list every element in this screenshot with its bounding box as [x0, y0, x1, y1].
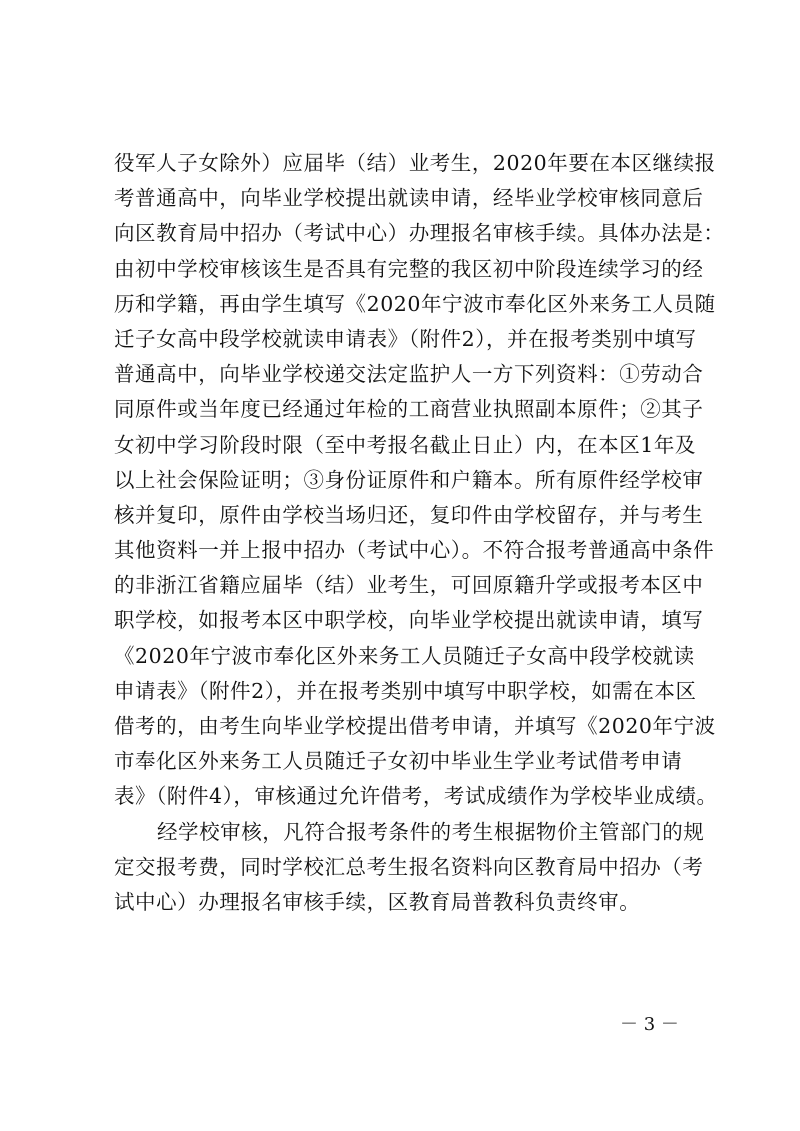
text-line: 职学校，如报考本区中职学校，向毕业学校提出就读申请，填写: [114, 608, 704, 633]
text-line: 核并复印，原件由学校当场归还，复印件由学校留存，并与考生: [114, 502, 704, 527]
text-line: 其他资料一并上报中招办（考试中心）。不符合报考普通高中条件: [114, 538, 715, 563]
text-line: 申请表》（附件2），并在报考类别中填写中职学校，如需在本区: [114, 678, 697, 703]
body-text: [114, 146, 724, 920]
text-line: 向区教育局中招办（考试中心）办理报名审核手续。具体办法是：: [114, 221, 725, 246]
text-line: 役军人子女除外）应届毕（结）业考生，2020年要在本区继续报: [114, 151, 716, 175]
text-line: 《2020年宁波市奉化区外来务工人员随迁子女高中段学校就读: [114, 643, 695, 668]
text-line: 定交报考费，同时学校汇总考生报名资料向区教育局中招办（考: [114, 854, 704, 879]
text-line: 市奉化区外来务工人员随迁子女初中毕业生学业考试借考申请: [114, 749, 683, 774]
text-line: 考普通高中，向毕业学校提出就读申请，经毕业学校审核同意后: [114, 186, 704, 211]
text-line: 同原件或当年度已经通过年检的工商营业执照副本原件；②其子: [114, 397, 704, 422]
text-line: 的非浙江省籍应届毕（结）业考生，可回原籍升学或报考本区中: [114, 573, 704, 598]
text-line: 表》（附件4），审核通过允许借考，考试成绩作为学校毕业成绩。: [114, 784, 718, 809]
text-line: 以上社会保险证明；③身份证原件和户籍本。所有原件经学校审: [114, 467, 704, 492]
text-line: 女初中学习阶段时限（至中考报名截止日止）内，在本区1年及: [114, 432, 696, 457]
text-line: 历和学籍，再由学生填写《2020年宁波市奉化区外来务工人员随: [114, 291, 716, 316]
text-line: 普通高中，向毕业学校递交法定监护人一方下列资料：①劳动合: [114, 362, 704, 387]
text-line: 试中心）办理报名审核手续，区教育局普教科负责终审。: [114, 889, 641, 914]
page-number: － 3 －: [620, 1014, 679, 1035]
text-line: 借考的，由考生向毕业学校提出借考申请，并填写《2020年宁波: [114, 714, 716, 738]
text-line: 由初中学校审核该生是否具有完整的我区初中阶段连续学习的经: [114, 256, 704, 281]
text-line: 迁子女高中段学校就读申请表》（附件2），并在报考类别中填写: [114, 326, 697, 351]
paragraph-start-line: 经学校审核，凡符合报考条件的考生根据物价主管部门的规: [157, 819, 705, 844]
